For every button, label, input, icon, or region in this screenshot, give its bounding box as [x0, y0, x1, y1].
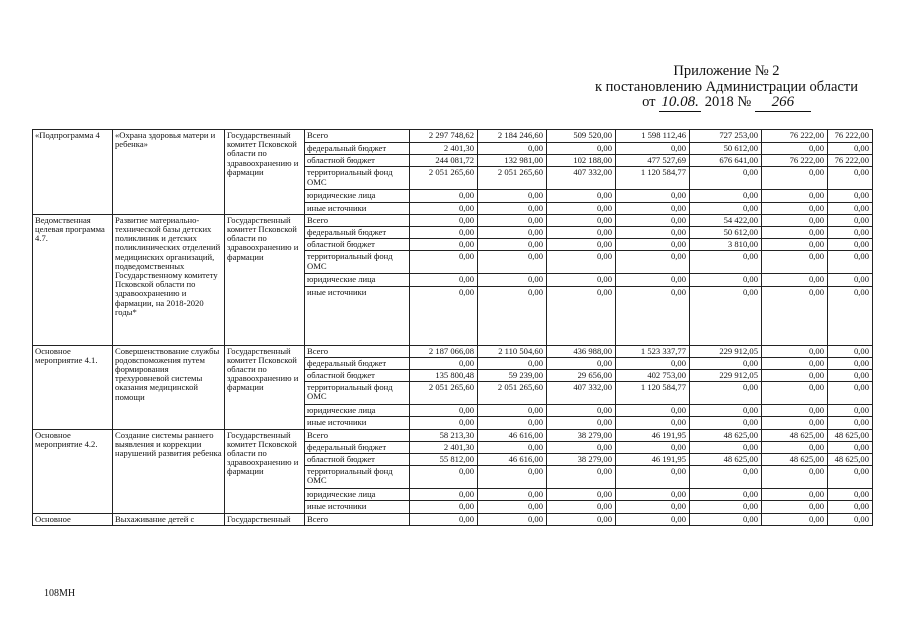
amount-cell: 48 625,00	[828, 454, 873, 466]
amount-cell: 2 187 066,08	[410, 345, 478, 357]
document-header	[595, 64, 858, 112]
amount-cell: 0,00	[762, 345, 828, 357]
funding-source-cell: юридические лица	[305, 274, 410, 286]
program-name-cell: Совершенствование службы родовспоможения путем формирования трехуровневой системы оказания медицинской помощи	[113, 345, 225, 429]
amount-cell: 0,00	[478, 441, 547, 453]
amount-cell: 0,00	[762, 441, 828, 453]
amount-cell: 0,00	[762, 251, 828, 274]
amount-cell: 76 222,00	[762, 130, 828, 143]
amount-cell: 0,00	[478, 251, 547, 274]
table-row	[33, 214, 873, 226]
amount-cell: 477 527,69	[616, 155, 690, 167]
amount-cell: 0,00	[478, 227, 547, 239]
amount-cell: 0,00	[616, 513, 690, 525]
amount-cell: 102 188,00	[547, 155, 616, 167]
amount-cell: 1 523 337,77	[616, 345, 690, 357]
amount-cell: 0,00	[616, 489, 690, 501]
amount-cell: 0,00	[616, 417, 690, 429]
executor-cell: Государственный комитет Псковской области по здравоохранению и фармации	[225, 214, 305, 345]
funding-source-cell: Всего	[305, 429, 410, 441]
handwritten-number: 266	[755, 95, 811, 112]
amount-cell: 0,00	[828, 239, 873, 251]
amount-cell: 2 184 246,60	[478, 130, 547, 143]
amount-cell: 0,00	[616, 466, 690, 489]
amount-cell: 0,00	[616, 239, 690, 251]
amount-cell: 132 981,00	[478, 155, 547, 167]
year-label: 2018 №	[704, 94, 752, 110]
funding-source-cell: Всего	[305, 513, 410, 525]
program-name-cell: Выхаживание детей с	[113, 513, 225, 525]
amount-cell: 0,00	[828, 513, 873, 525]
amount-cell: 0,00	[690, 286, 762, 345]
amount-cell: 0,00	[478, 357, 547, 369]
amount-cell: 0,00	[547, 239, 616, 251]
amount-cell: 0,00	[616, 202, 690, 214]
amount-cell: 46 616,00	[478, 429, 547, 441]
amount-cell: 0,00	[762, 286, 828, 345]
amount-cell: 0,00	[616, 501, 690, 513]
amount-cell: 0,00	[762, 143, 828, 155]
executor-cell: Государственный	[225, 513, 305, 525]
amount-cell: 0,00	[828, 501, 873, 513]
program-code-cell: Основное мероприятие 4.1.	[33, 345, 113, 429]
amount-cell: 407 332,00	[547, 382, 616, 405]
amount-cell: 1 120 584,77	[616, 382, 690, 405]
amount-cell: 0,00	[616, 286, 690, 345]
resolution-date-line	[595, 95, 858, 112]
budget-table	[32, 129, 873, 526]
funding-source-cell: областной бюджет	[305, 155, 410, 167]
funding-source-cell: юридические лица	[305, 405, 410, 417]
amount-cell: 46 191,95	[616, 429, 690, 441]
amount-cell: 0,00	[410, 489, 478, 501]
amount-cell: 0,00	[410, 190, 478, 202]
funding-source-cell: иные источники	[305, 202, 410, 214]
amount-cell: 2 401,30	[410, 143, 478, 155]
amount-cell: 0,00	[410, 357, 478, 369]
amount-cell: 29 656,00	[547, 370, 616, 382]
amount-cell: 2 297 748,62	[410, 130, 478, 143]
amount-cell: 0,00	[828, 251, 873, 274]
amount-cell: 0,00	[547, 214, 616, 226]
program-name-cell: «Охрана здоровья матери и ребенка»	[113, 130, 225, 215]
amount-cell: 727 253,00	[690, 130, 762, 143]
funding-source-cell: территориальный фонд ОМС	[305, 251, 410, 274]
amount-cell: 0,00	[828, 202, 873, 214]
amount-cell: 0,00	[762, 489, 828, 501]
funding-source-cell: федеральный бюджет	[305, 441, 410, 453]
funding-source-cell: областной бюджет	[305, 239, 410, 251]
table-row	[33, 429, 873, 441]
amount-cell: 0,00	[828, 382, 873, 405]
funding-source-cell: иные источники	[305, 286, 410, 345]
amount-cell: 0,00	[762, 202, 828, 214]
amount-cell: 0,00	[547, 441, 616, 453]
amount-cell: 244 081,72	[410, 155, 478, 167]
amount-cell: 2 051 265,60	[410, 167, 478, 190]
amount-cell: 0,00	[478, 286, 547, 345]
amount-cell: 0,00	[690, 466, 762, 489]
amount-cell: 0,00	[616, 251, 690, 274]
amount-cell: 0,00	[762, 382, 828, 405]
amount-cell: 0,00	[828, 345, 873, 357]
amount-cell: 0,00	[762, 370, 828, 382]
amount-cell: 0,00	[828, 274, 873, 286]
amount-cell: 0,00	[690, 417, 762, 429]
funding-source-cell: федеральный бюджет	[305, 143, 410, 155]
amount-cell: 0,00	[410, 513, 478, 525]
amount-cell: 2 110 504,60	[478, 345, 547, 357]
amount-cell: 0,00	[410, 405, 478, 417]
amount-cell: 0,00	[762, 405, 828, 417]
amount-cell: 0,00	[762, 274, 828, 286]
amount-cell: 0,00	[547, 143, 616, 155]
handwritten-date: 10.08.	[659, 95, 701, 112]
amount-cell: 0,00	[478, 405, 547, 417]
amount-cell: 0,00	[410, 501, 478, 513]
executor-cell: Государственный комитет Псковской области по здравоохранению и фармации	[225, 130, 305, 215]
amount-cell: 0,00	[478, 501, 547, 513]
amount-cell: 0,00	[828, 441, 873, 453]
amount-cell: 0,00	[616, 441, 690, 453]
funding-source-cell: федеральный бюджет	[305, 227, 410, 239]
amount-cell: 1 598 112,46	[616, 130, 690, 143]
resolution-reference: к постановлению Администрации области	[594, 78, 858, 95]
amount-cell: 0,00	[410, 251, 478, 274]
funding-source-cell: федеральный бюджет	[305, 357, 410, 369]
funding-source-cell: территориальный фонд ОМС	[305, 382, 410, 405]
funding-source-cell: областной бюджет	[305, 370, 410, 382]
amount-cell: 0,00	[410, 202, 478, 214]
funding-source-cell: территориальный фонд ОМС	[305, 167, 410, 190]
amount-cell: 0,00	[410, 466, 478, 489]
amount-cell: 0,00	[478, 143, 547, 155]
amount-cell: 0,00	[410, 274, 478, 286]
amount-cell: 0,00	[762, 227, 828, 239]
funding-source-cell: юридические лица	[305, 190, 410, 202]
program-code-cell: Основное мероприятие 4.2.	[33, 429, 113, 513]
amount-cell: 2 051 265,60	[478, 167, 547, 190]
amount-cell: 0,00	[690, 357, 762, 369]
amount-cell: 0,00	[547, 489, 616, 501]
amount-cell: 3 810,00	[690, 239, 762, 251]
amount-cell: 38 279,00	[547, 454, 616, 466]
amount-cell: 0,00	[828, 286, 873, 345]
amount-cell: 0,00	[478, 274, 547, 286]
amount-cell: 0,00	[828, 489, 873, 501]
amount-cell: 0,00	[616, 357, 690, 369]
amount-cell: 48 625,00	[828, 429, 873, 441]
amount-cell: 436 988,00	[547, 345, 616, 357]
amount-cell: 0,00	[690, 501, 762, 513]
amount-cell: 0,00	[547, 190, 616, 202]
amount-cell: 0,00	[828, 466, 873, 489]
amount-cell: 0,00	[828, 370, 873, 382]
amount-cell: 229 912,05	[690, 345, 762, 357]
amount-cell: 50 612,00	[690, 143, 762, 155]
amount-cell: 229 912,05	[690, 370, 762, 382]
amount-cell: 407 332,00	[547, 167, 616, 190]
amount-cell: 2 401,30	[410, 441, 478, 453]
amount-cell: 0,00	[762, 513, 828, 525]
amount-cell: 0,00	[828, 227, 873, 239]
amount-cell: 402 753,00	[616, 370, 690, 382]
amount-cell: 54 422,00	[690, 214, 762, 226]
amount-cell: 0,00	[547, 251, 616, 274]
amount-cell: 0,00	[762, 357, 828, 369]
amount-cell: 0,00	[762, 190, 828, 202]
amount-cell: 0,00	[616, 227, 690, 239]
amount-cell: 0,00	[828, 357, 873, 369]
amount-cell: 2 051 265,60	[410, 382, 478, 405]
funding-source-cell: Всего	[305, 214, 410, 226]
amount-cell: 0,00	[690, 489, 762, 501]
amount-cell: 0,00	[478, 190, 547, 202]
funding-source-cell: областной бюджет	[305, 454, 410, 466]
executor-cell: Государственный комитет Псковской области по здравоохранению и фармации	[225, 429, 305, 513]
program-code-cell: «Подпрограмма 4	[33, 130, 113, 215]
amount-cell: 0,00	[478, 202, 547, 214]
amount-cell: 0,00	[828, 417, 873, 429]
amount-cell: 0,00	[690, 202, 762, 214]
funding-source-cell: иные источники	[305, 417, 410, 429]
amount-cell: 0,00	[762, 239, 828, 251]
amount-cell: 48 625,00	[762, 454, 828, 466]
amount-cell: 0,00	[547, 513, 616, 525]
amount-cell: 50 612,00	[690, 227, 762, 239]
amount-cell: 0,00	[690, 513, 762, 525]
amount-cell: 0,00	[410, 286, 478, 345]
amount-cell: 76 222,00	[828, 130, 873, 143]
amount-cell: 0,00	[762, 466, 828, 489]
amount-cell: 676 641,00	[690, 155, 762, 167]
footer-code: 108МН	[44, 588, 76, 599]
amount-cell: 0,00	[690, 190, 762, 202]
amount-cell: 0,00	[828, 143, 873, 155]
appendix-title: Приложение № 2	[673, 63, 780, 79]
amount-cell: 0,00	[547, 227, 616, 239]
funding-source-cell: иные источники	[305, 501, 410, 513]
amount-cell: 0,00	[828, 167, 873, 190]
amount-cell: 0,00	[616, 214, 690, 226]
amount-cell: 0,00	[616, 190, 690, 202]
table-row	[33, 513, 873, 525]
amount-cell: 0,00	[690, 382, 762, 405]
funding-source-cell: юридические лица	[305, 489, 410, 501]
amount-cell: 0,00	[828, 214, 873, 226]
amount-cell: 0,00	[690, 274, 762, 286]
amount-cell: 0,00	[690, 441, 762, 453]
amount-cell: 0,00	[547, 357, 616, 369]
amount-cell: 48 625,00	[690, 454, 762, 466]
amount-cell: 0,00	[410, 417, 478, 429]
amount-cell: 55 812,00	[410, 454, 478, 466]
amount-cell: 76 222,00	[762, 155, 828, 167]
amount-cell: 0,00	[547, 286, 616, 345]
amount-cell: 0,00	[547, 405, 616, 417]
amount-cell: 0,00	[478, 489, 547, 501]
amount-cell: 0,00	[410, 214, 478, 226]
date-prefix: от	[642, 94, 656, 110]
funding-source-cell: Всего	[305, 130, 410, 143]
program-name-cell: Развитие материально-технической базы детских поликлиник и детских поликлинических отделений медицинских организаций, подведомственных Государственному комитету Псковской области по здравоохранению и фармации, на 2018-2020 годы*	[113, 214, 225, 345]
amount-cell: 0,00	[762, 501, 828, 513]
amount-cell: 0,00	[690, 167, 762, 190]
amount-cell: 0,00	[478, 466, 547, 489]
amount-cell: 0,00	[828, 190, 873, 202]
amount-cell: 0,00	[478, 513, 547, 525]
amount-cell: 0,00	[547, 202, 616, 214]
program-code-cell: Основное	[33, 513, 113, 525]
amount-cell: 59 239,00	[478, 370, 547, 382]
amount-cell: 0,00	[762, 417, 828, 429]
amount-cell: 58 213,30	[410, 429, 478, 441]
amount-cell: 0,00	[828, 405, 873, 417]
amount-cell: 0,00	[547, 417, 616, 429]
amount-cell: 0,00	[547, 466, 616, 489]
amount-cell: 0,00	[410, 227, 478, 239]
amount-cell: 2 051 265,60	[478, 382, 547, 405]
table-row	[33, 345, 873, 357]
amount-cell: 0,00	[478, 417, 547, 429]
amount-cell: 0,00	[616, 405, 690, 417]
amount-cell: 0,00	[478, 214, 547, 226]
amount-cell: 135 800,48	[410, 370, 478, 382]
amount-cell: 38 279,00	[547, 429, 616, 441]
amount-cell: 46 616,00	[478, 454, 547, 466]
amount-cell: 48 625,00	[690, 429, 762, 441]
amount-cell: 48 625,00	[762, 429, 828, 441]
amount-cell: 0,00	[616, 143, 690, 155]
program-name-cell: Создание системы раннего выявления и коррекции нарушений развития ребенка	[113, 429, 225, 513]
amount-cell: 509 520,00	[547, 130, 616, 143]
budget-table-body	[33, 130, 873, 526]
program-code-cell: Ведомственная целевая программа 4.7.	[33, 214, 113, 345]
funding-source-cell: территориальный фонд ОМС	[305, 466, 410, 489]
amount-cell: 0,00	[478, 239, 547, 251]
funding-source-cell: Всего	[305, 345, 410, 357]
amount-cell: 0,00	[547, 501, 616, 513]
amount-cell: 0,00	[690, 251, 762, 274]
amount-cell: 0,00	[762, 167, 828, 190]
amount-cell: 0,00	[616, 274, 690, 286]
amount-cell: 0,00	[410, 239, 478, 251]
executor-cell: Государственный комитет Псковской области по здравоохранению и фармации	[225, 345, 305, 429]
table-row	[33, 130, 873, 143]
amount-cell: 46 191,95	[616, 454, 690, 466]
amount-cell: 0,00	[547, 274, 616, 286]
amount-cell: 0,00	[762, 214, 828, 226]
amount-cell: 0,00	[690, 405, 762, 417]
amount-cell: 1 120 584,77	[616, 167, 690, 190]
amount-cell: 76 222,00	[828, 155, 873, 167]
